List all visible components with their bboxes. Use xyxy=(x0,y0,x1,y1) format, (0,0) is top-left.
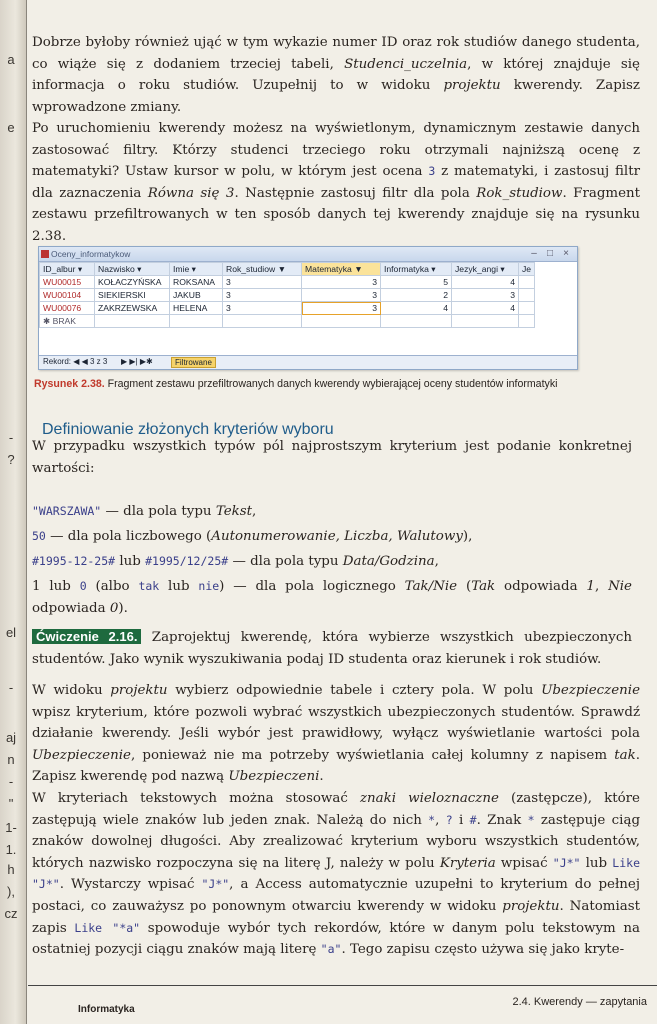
filter-status-badge[interactable]: Filtrowane xyxy=(171,357,216,368)
gutter-char: h xyxy=(7,862,15,877)
cell-informatyka[interactable]: 4 xyxy=(381,302,452,315)
criteria-number: 50 — dla pola liczbowego (Autonumerowanie, Liczba, Walutowy), xyxy=(32,529,473,544)
gutter-char: ), xyxy=(7,884,15,899)
paragraph-intro: Dobrze byłoby również ująć w tym wykazie numer ID oraz rok studiów danego studenta, co wiąże się z dodaniem trzeciej tabeli, Studenci_uczelnia, w której znajduje się informacja o roku studiów. Uzupełnij to w widoku projektu kwerendy. Zapisz wprowadzone zmiany. xyxy=(32,35,640,115)
window-title: Oceny_informatykow xyxy=(51,249,131,259)
cell-matematyka[interactable]: 3 xyxy=(302,289,381,302)
cell-empty[interactable] xyxy=(519,302,535,315)
footer-subject: Informatyka xyxy=(78,1004,135,1015)
section-heading: Definiowanie złożonych kryteriów wyboru xyxy=(42,421,334,438)
gutter-char: n xyxy=(7,752,15,767)
book-page xyxy=(28,0,657,1024)
cell-id[interactable]: WU00015 xyxy=(40,276,95,289)
cell-imie[interactable]: ROKSANA xyxy=(170,276,223,289)
cell-imie[interactable]: HELENA xyxy=(170,302,223,315)
column-header-matematyka[interactable]: Matematyka ▼ xyxy=(302,263,381,276)
gutter-char: - xyxy=(8,430,14,445)
gutter-char: - xyxy=(8,774,14,789)
gutter-char: - xyxy=(8,680,14,695)
column-header-rok-studiow[interactable]: Rok_studiow ▼ xyxy=(223,263,302,276)
window-titlebar xyxy=(39,247,577,262)
column-header-more[interactable]: Je xyxy=(519,263,535,276)
gutter-char: ? xyxy=(7,452,15,467)
cell-jezyk[interactable]: 3 xyxy=(452,289,519,302)
column-header-id[interactable]: ID_albur ▾ xyxy=(40,263,95,276)
cell-id[interactable]: WU00104 xyxy=(40,289,95,302)
cell-nazwisko[interactable]: SIEKIERSKI xyxy=(95,289,170,302)
record-nav-buttons[interactable]: ▶ ▶| ▶✱ xyxy=(121,357,153,366)
cell-id[interactable]: WU00076 xyxy=(40,302,95,315)
column-header-informatyka[interactable]: Informatyka ▾ xyxy=(381,263,452,276)
cell-jezyk[interactable]: 4 xyxy=(452,302,519,315)
header-row xyxy=(40,263,535,276)
previous-page-edge xyxy=(0,0,27,1024)
paragraph-wildcards: W kryteriach tekstowych można stosować znaki wieloznaczne (zastępcze), które zastępują wiele znaków lub jeden znak. Należą do nich *, ? i #. Znak * zastępuje ciąg znaków dowolnej długości. Aby zrealizować kryterium wyboru wszystkich studentów, których nazwisko rozpoczyna się na literę J, należy w polu Kryteria wpisać "J*" lub Like "J*". Wystarczy wpisać "J*", a Access automatycznie uzupełni to kryterium do pełnej postaci, co zauważysz po ponownym otwarciu kwerendy w widoku projektu. Natomiast zapis Like "*a" spowoduje wybór tych rekordów, które w danym polu tekstowym na ostatniej pozycji ciągu znaków mają literę "a". Tego zapisu często używa się jako kryte- xyxy=(32,791,641,958)
table-row[interactable] xyxy=(40,276,535,289)
paragraph-exercise-steps: W widoku projektu wybierz odpowiednie tabele i cztery pola. W polu Ubezpieczenie wpisz kryterium, które pozwoli wybrać wszystkich ubezpieczonych studentów. Sprawdź działanie kwerendy. Jeśli wybór jest prawidłowy, wyłącz wyświetlanie wartości pola Ubezpieczenie, ponieważ nie ma potrzeby wyświetlania całej kolumny z napisem tak. Zapisz kwerendę pod nazwą Ubezpieczeni. xyxy=(32,683,640,785)
datasheet-grid xyxy=(39,262,535,328)
table-row[interactable] xyxy=(40,302,535,315)
exercise-badge: Ćwiczenie 2.16. xyxy=(32,629,141,644)
criteria-text: "WARSZAWA" — dla pola typu Tekst, xyxy=(32,504,257,519)
close-button[interactable]: × xyxy=(563,248,569,259)
cell-informatyka[interactable]: 5 xyxy=(381,276,452,289)
record-counter[interactable]: Rekord: ◀ ◀ 3 z 3 xyxy=(43,357,108,366)
gutter-char: cz xyxy=(4,906,18,921)
cell-matematyka[interactable]: 3 xyxy=(302,276,381,289)
gutter-char: 1. xyxy=(5,842,17,857)
exercise-2-16: Ćwiczenie 2.16. Zaprojektuj kwerendę, która wybierze wszystkich ubezpieczonych studentów. Jako wynik wyszukiwania podaj ID studenta oraz kierunek i rok studiów. xyxy=(32,629,632,667)
cell-imie[interactable]: JAKUB xyxy=(170,289,223,302)
column-header-jezyk-ang[interactable]: Jezyk_angi ▾ xyxy=(452,263,519,276)
paragraph-criteria-intro: W przypadku wszystkich typów pól najprostszym kryterium jest podanie konkretnej wartości: xyxy=(32,439,632,476)
cell-empty[interactable] xyxy=(519,289,535,302)
access-query-window xyxy=(38,246,578,370)
cell-rok[interactable]: 3 xyxy=(223,302,302,315)
figure-caption: Rysunek 2.38. Fragment zestawu przefiltrowanych danych kwerendy wybierającej oceny studentów informatyki xyxy=(34,378,558,390)
cell-empty[interactable] xyxy=(519,276,535,289)
criteria-logical: 1 lub 0 (albo tak lub nie) — dla pola logicznego Tak/Nie (Tak odpowiada 1, Nie odpowiada 0). xyxy=(32,579,632,616)
cell-matematyka-selected[interactable]: 3 xyxy=(302,302,381,315)
gutter-char: el xyxy=(5,625,17,640)
cell-informatyka[interactable]: 2 xyxy=(381,289,452,302)
gutter-char: 1- xyxy=(5,820,17,835)
cell-nazwisko[interactable]: ZAKRZEWSKA xyxy=(95,302,170,315)
minimize-button[interactable]: – xyxy=(531,248,537,259)
cell-nazwisko[interactable]: KOŁACZYŃSKA xyxy=(95,276,170,289)
column-header-imie[interactable]: Imie ▾ xyxy=(170,263,223,276)
new-record-row[interactable] xyxy=(40,315,535,328)
table-row[interactable] xyxy=(40,289,535,302)
gutter-char: " xyxy=(8,796,14,811)
gutter-char: aj xyxy=(5,730,17,745)
gutter-char: a xyxy=(7,52,15,67)
maximize-button[interactable]: □ xyxy=(546,248,554,259)
gutter-char: e xyxy=(7,120,15,135)
footer-divider xyxy=(28,985,657,986)
new-record-label[interactable]: ✱ BRAK xyxy=(40,315,95,328)
paragraph-filters: Po uruchomieniu kwerendy możesz na wyświetlonym, dynamicznym zestawie danych zastosować filtry. Którzy studenci trzeciego roku otrzymali najniższą ocenę z matematyki? Ustaw kursor w polu, w którym jest ocena 3 z matematyki, i zastosuj filtr dla zaznaczenia Równa się 3. Następnie zastosuj filtr dla pola Rok_studiow. Fragment zestawu przefiltrowanych w ten sposób danych tej kwerendy znajduje się na rysunku 2.38. xyxy=(32,121,641,244)
footer-section: 2.4. Kwerendy — zapytania xyxy=(512,996,647,1008)
cell-jezyk[interactable]: 4 xyxy=(452,276,519,289)
cell-rok[interactable]: 3 xyxy=(223,276,302,289)
record-navigation-bar xyxy=(39,355,577,369)
cell-rok[interactable]: 3 xyxy=(223,289,302,302)
criteria-date: #1995-12-25# lub #1995/12/25# — dla pola typu Data/Godzina, xyxy=(32,554,439,569)
query-icon xyxy=(41,250,49,258)
column-header-nazwisko[interactable]: Nazwisko ▾ xyxy=(95,263,170,276)
